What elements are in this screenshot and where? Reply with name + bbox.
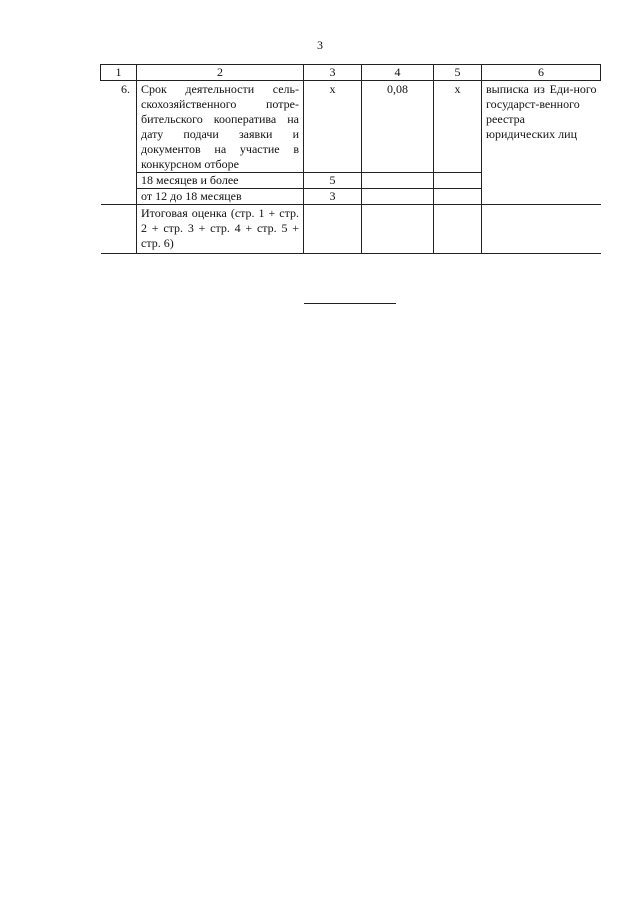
total-label: Итоговая оценка (стр. 1 + стр. 2 + стр. 3 + стр. 4 + стр. 5 + стр. 6) [137,205,304,254]
column-header: 3 [304,65,362,81]
criterion-source: выписка из Еди-ного государст-венного реестра юридических лиц [486,82,597,141]
table-header-row [101,65,601,81]
option-label: 18 месяцев и более [137,173,304,189]
column-header: 5 [434,65,482,81]
criterion-score: х [304,81,362,173]
option-score: 5 [304,173,362,189]
criterion-number: 6. [101,81,137,173]
column-header: 4 [362,65,434,81]
option-score: 3 [304,189,362,205]
column-header: 1 [101,65,137,81]
criterion-row [101,81,601,173]
column-header: 6 [482,65,601,81]
end-separator-line [304,303,396,304]
option-label: от 12 до 18 месяцев [137,189,304,205]
column-header: 2 [137,65,304,81]
criterion-weighted: х [434,81,482,173]
criterion-description: Срок деятельности сель-скохозяйственного потре-бительского кооператива на дату подачи заявки и документов на участие в конкурсном отборе [137,81,304,173]
page-number: 3 [317,38,323,52]
criteria-table [100,64,601,254]
criterion-weight: 0,08 [362,81,434,173]
total-row [101,205,601,254]
